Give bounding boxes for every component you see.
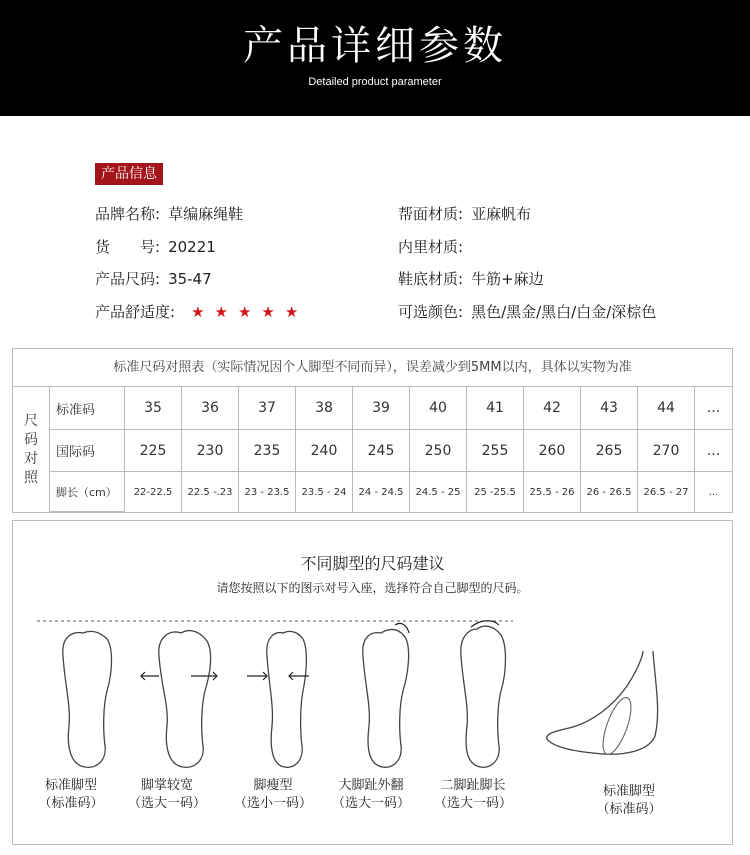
foot-type-label — [579, 783, 679, 819]
foot-type-advice: （标准码） — [38, 796, 104, 811]
upper-label: 帮面材质: — [398, 205, 464, 223]
colors-value: 黑色/黑金/黑白/白金/深棕色 — [471, 303, 657, 321]
standard-size-row-cell: 42 — [524, 387, 581, 430]
standard-size-row-cell: 39 — [353, 387, 410, 430]
lining-row — [398, 237, 471, 257]
page-subtitle: Detailed product parameter — [308, 76, 442, 88]
side-char: 对 — [24, 450, 38, 467]
size-value: 35-47 — [168, 270, 212, 288]
size-chart-side-label — [13, 387, 50, 512]
standard-size-row-cell: ... — [695, 387, 732, 430]
international-size-row-cell: 235 — [239, 430, 296, 472]
foot-length-row-cell: 24.5 - 25 — [410, 472, 467, 512]
foot-type-advice: （选小一码） — [233, 796, 312, 811]
standard-size-row-cell: 40 — [410, 387, 467, 430]
foot-length-row-cell: 25 -25.5 — [467, 472, 524, 512]
standard-size-row-cell: 44 — [638, 387, 695, 430]
foot-type-advice: （选大一码） — [127, 796, 206, 811]
sole-row — [398, 269, 544, 289]
standard-size-row-label: 标准码 — [50, 387, 125, 430]
foot-length-row-cell: 26.5 - 27 — [638, 472, 695, 512]
item-value: 20221 — [168, 238, 216, 256]
foot-type-name: 二脚趾脚长 — [440, 778, 506, 793]
standard-foot-icon — [63, 631, 112, 767]
size-chart-caption: 标准尺码对照表（实际情况因个人脚型不同而异），误差减少到5MM以内，具体以实物为准 — [13, 349, 732, 387]
comfort-label: 产品舒适度: — [95, 303, 176, 321]
brand-label: 品牌名称: — [95, 205, 161, 223]
foot-type-name: 脚瘦型 — [253, 778, 293, 793]
foot-length-row-label: 脚长（cm） — [50, 472, 125, 512]
size-row — [95, 269, 212, 289]
side-view-foot-icon — [547, 651, 658, 758]
standard-size-row-cell: 41 — [467, 387, 524, 430]
foot-length-row-cell: 23.5 - 24 — [296, 472, 353, 512]
international-size-row-cell: 270 — [638, 430, 695, 472]
thin-foot-icon — [247, 631, 309, 767]
foot-length-row-cell: ... — [708, 486, 719, 498]
foot-length-row-cell: 23 - 23.5 — [239, 472, 296, 512]
international-size-row-cell: 230 — [182, 430, 239, 472]
standard-size-row-cell: 38 — [296, 387, 353, 430]
bunion-foot-icon — [363, 623, 409, 767]
wide-foot-icon — [141, 631, 217, 768]
international-size-row-cell: 225 — [125, 430, 182, 472]
long-second-toe-foot-icon — [461, 621, 506, 768]
foot-type-name: 脚掌较宽 — [140, 778, 193, 793]
lining-label: 内里材质: — [398, 238, 464, 256]
comfort-row — [95, 302, 308, 322]
side-char: 照 — [24, 469, 38, 486]
foot-type-label — [223, 777, 323, 813]
foot-type-advice: （选大一码） — [433, 796, 512, 811]
international-size-row-cell: ... — [695, 430, 732, 472]
foot-length-row-cell: 25.5 - 26 — [524, 472, 581, 512]
foot-type-name: 标准脚型 — [602, 784, 655, 799]
page-title: 产品详细参数 — [243, 23, 507, 69]
standard-size-row-cell: 36 — [182, 387, 239, 430]
international-size-row-cell: 240 — [296, 430, 353, 472]
foot-type-advice: （选大一码） — [331, 796, 410, 811]
foot-type-advice: （标准码） — [596, 802, 662, 817]
product-info-tag: 产品信息 — [95, 163, 163, 185]
standard-size-row-cell: 43 — [581, 387, 638, 430]
foot-type-label — [321, 777, 421, 813]
foot-length-row-cell: 24 - 24.5 — [353, 472, 410, 512]
foot-type-label — [21, 777, 121, 813]
foot-type-label — [423, 777, 523, 813]
brand-row — [95, 204, 243, 224]
upper-row — [398, 204, 531, 224]
size-label: 产品尺码: — [95, 270, 161, 288]
sole-label: 鞋底材质: — [398, 270, 464, 288]
size-chart-table — [12, 348, 733, 513]
foot-length-row-cell: 22.5 -.23 — [182, 472, 239, 512]
foot-length-row-cell: 26 - 26.5 — [581, 472, 638, 512]
standard-size-row-cell: 37 — [239, 387, 296, 430]
header-banner — [0, 0, 750, 116]
foot-type-guide — [12, 520, 733, 845]
foot-type-name: 标准脚型 — [44, 778, 97, 793]
side-char: 码 — [24, 431, 38, 448]
upper-value: 亚麻帆布 — [471, 205, 532, 223]
item-row — [95, 237, 216, 257]
brand-value: 草编麻绳鞋 — [168, 205, 244, 223]
guide-title: 不同脚型的尺码建议 — [300, 554, 445, 573]
foot-length-row-cell: 22-22.5 — [125, 472, 182, 512]
international-size-row-label: 国际码 — [50, 430, 125, 472]
foot-type-label — [117, 777, 217, 813]
item-label: 货 号: — [95, 238, 161, 256]
international-size-row-cell: 250 — [410, 430, 467, 472]
comfort-stars: ★★★★★ — [191, 303, 309, 321]
international-size-row-cell: 260 — [524, 430, 581, 472]
international-size-row-cell: 255 — [467, 430, 524, 472]
international-size-row-cell: 265 — [581, 430, 638, 472]
colors-label: 可选颜色: — [398, 303, 464, 321]
international-size-row-cell: 245 — [353, 430, 410, 472]
colors-row — [398, 302, 656, 322]
sole-value: 牛筋+麻边 — [471, 270, 544, 288]
side-char: 尺 — [24, 412, 38, 429]
guide-subtitle: 请您按照以下的图示对号入座，选择符合自己脚型的尺码。 — [216, 581, 529, 595]
foot-type-name: 大脚趾外翻 — [338, 778, 404, 793]
standard-size-row-cell: 35 — [125, 387, 182, 430]
